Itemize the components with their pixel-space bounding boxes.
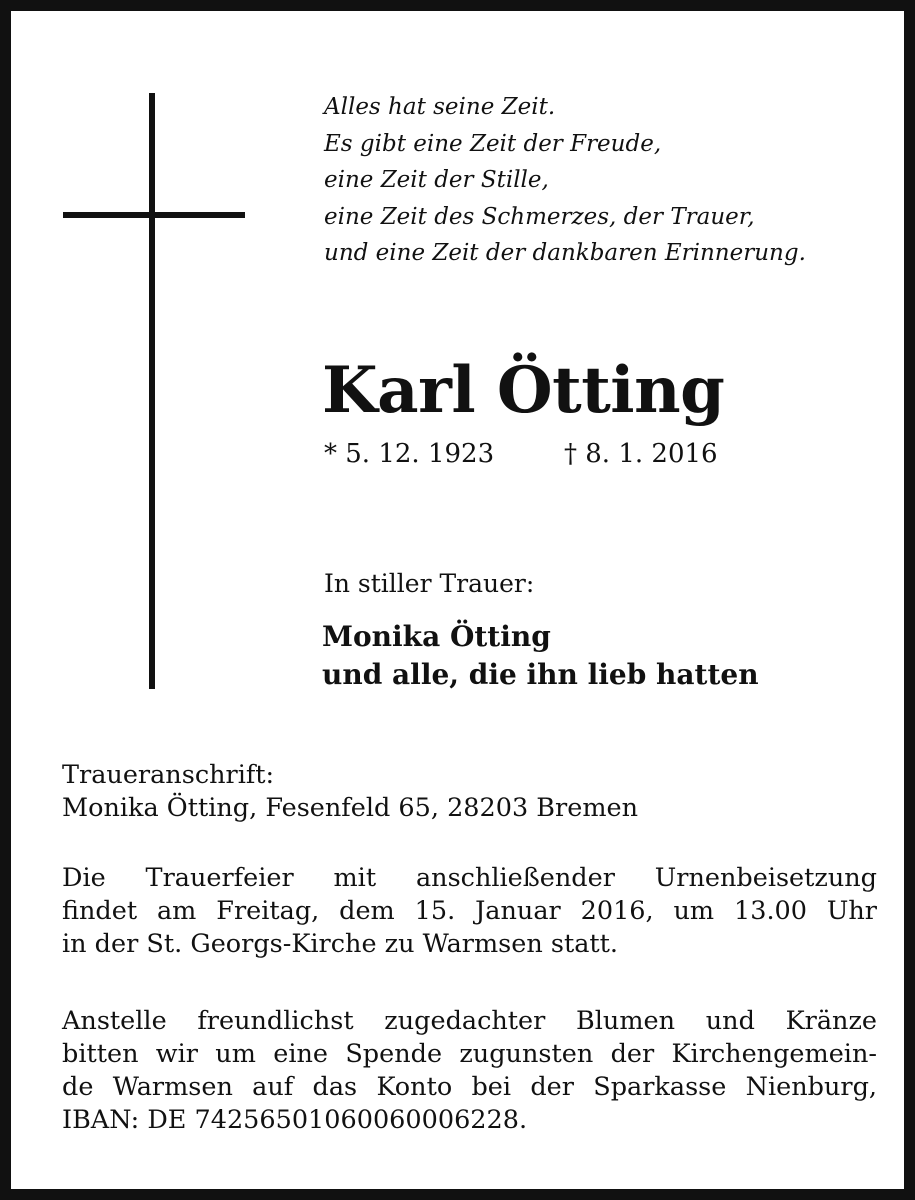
paragraph-line: IBAN: DE 74256501060060006228. <box>62 1105 528 1135</box>
poem-line: und eine Zeit der dankbaren Erinnerung. <box>324 240 806 266</box>
paragraph-line: findet am Freitag, dem 15. Januar 2016, um 13.00 Uhr <box>62 896 877 926</box>
mourners <box>322 618 759 694</box>
cross-icon-horizontal-bar <box>63 212 245 218</box>
paragraph-line: Die Trauerfeier mit anschließender Urnenbeisetzung <box>62 863 877 893</box>
poem-line: eine Zeit des Schmerzes, der Trauer, <box>324 203 755 230</box>
donation-paragraph <box>62 1005 877 1137</box>
birth-date: * 5. 12. 1923 <box>324 439 495 469</box>
mourner-name: Monika Ötting <box>322 620 551 653</box>
deceased-name: Karl Ötting <box>322 353 725 428</box>
ceremony-paragraph <box>62 862 877 961</box>
paragraph-line: Anstelle freundlichst zugedachter Blumen und Kränze <box>62 1006 877 1036</box>
cross-icon-vertical-bar <box>149 93 155 689</box>
poem-line: Es gibt eine Zeit der Freude, <box>324 130 662 157</box>
poem <box>324 89 904 272</box>
death-date: † 8. 1. 2016 <box>564 439 718 469</box>
mourner-others: und alle, die ihn lieb hatten <box>322 658 759 691</box>
mourners-label: In stiller Trauer: <box>324 569 535 598</box>
poem-line: eine Zeit der Stille, <box>324 167 549 193</box>
poem-line: Alles hat seine Zeit. <box>324 94 556 120</box>
paragraph-line: de Warmsen auf das Konto bei der Sparkasse Nienburg, <box>62 1072 877 1102</box>
address-value: Monika Ötting, Fesenfeld 65, 28203 Bremen <box>62 793 639 823</box>
paragraph-line: bitten wir um eine Spende zugunsten der Kirchengemein- <box>62 1039 877 1069</box>
mourning-address <box>62 759 882 825</box>
address-label: Traueranschrift: <box>62 760 275 790</box>
paragraph-line: in der St. Georgs-Kirche zu Warmsen statt. <box>62 929 619 959</box>
